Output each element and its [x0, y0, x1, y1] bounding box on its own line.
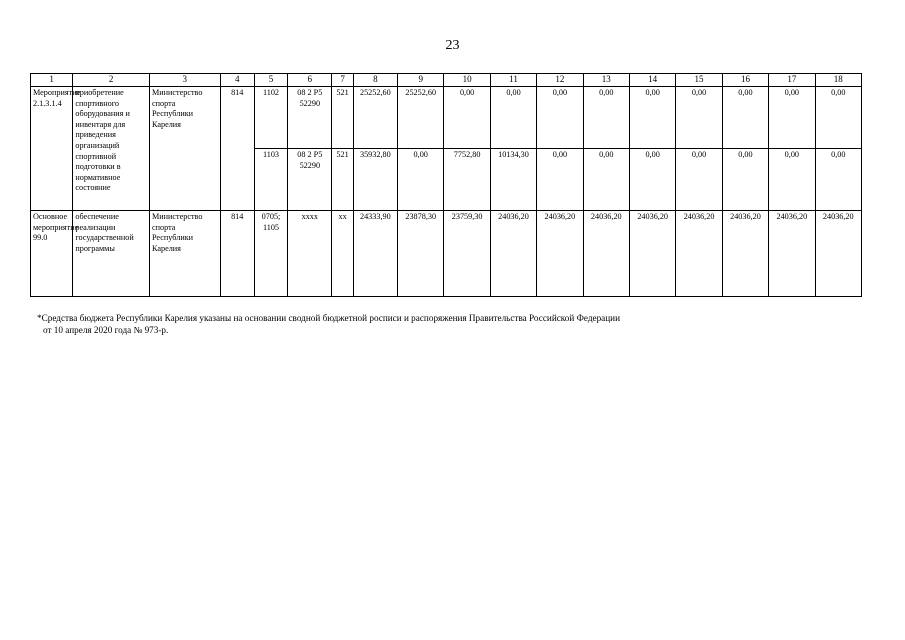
value-cell: 0,00 — [676, 87, 722, 149]
rzpr-cell: 1102 — [254, 87, 287, 149]
value-cell: 7752,80 — [444, 149, 490, 211]
event-description-cell: обеспечение реализации государственной программы — [73, 211, 150, 297]
value-cell: 0,00 — [398, 149, 444, 211]
column-header: 15 — [676, 74, 722, 87]
column-header: 12 — [537, 74, 583, 87]
column-header: 3 — [149, 74, 220, 87]
value-cell: 25252,60 — [398, 87, 444, 149]
value-cell: 0,00 — [769, 149, 815, 211]
value-cell: 23759,30 — [444, 211, 490, 297]
value-cell: 24036,20 — [629, 211, 675, 297]
csr-cell: 08 2 Р5 52290 — [288, 87, 332, 149]
value-cell: 0,00 — [629, 87, 675, 149]
grbs-cell: 814 — [220, 87, 254, 211]
column-header: 7 — [332, 74, 353, 87]
vr-cell: 521 — [332, 149, 353, 211]
event-name-cell: Мероприятие 2.1.3.1.4 — [31, 87, 73, 211]
value-cell: 0,00 — [769, 87, 815, 149]
column-header: 13 — [583, 74, 629, 87]
vr-cell: хх — [332, 211, 353, 297]
column-header: 4 — [220, 74, 254, 87]
value-cell: 0,00 — [629, 149, 675, 211]
table-row — [31, 211, 862, 297]
responsible-cell: Министерство спорта Республики Карелия — [149, 211, 220, 297]
value-cell: 24036,20 — [490, 211, 536, 297]
column-header: 10 — [444, 74, 490, 87]
column-header: 6 — [288, 74, 332, 87]
value-cell: 0,00 — [722, 87, 768, 149]
value-cell: 0,00 — [537, 87, 583, 149]
value-cell: 0,00 — [537, 149, 583, 211]
column-header: 11 — [490, 74, 536, 87]
responsible-cell: Министерство спорта Республики Карелия — [149, 87, 220, 211]
column-header: 14 — [629, 74, 675, 87]
rzpr-cell: 1103 — [254, 149, 287, 211]
footnote-line-1: *Средства бюджета Республики Карелия указаны на основании сводной бюджетной росписи и распоряжения Правительства Российской Федерации — [37, 313, 621, 323]
event-name-cell: Основное мероприятие 99.0 — [31, 211, 73, 297]
csr-cell: 08 2 Р5 52290 — [288, 149, 332, 211]
value-cell: 0,00 — [444, 87, 490, 149]
csr-cell: хххх — [288, 211, 332, 297]
column-header: 1 — [31, 74, 73, 87]
vr-cell: 521 — [332, 87, 353, 149]
column-header: 17 — [769, 74, 815, 87]
page-number: 23 — [445, 38, 460, 53]
header-row — [31, 74, 862, 87]
value-cell: 0,00 — [583, 87, 629, 149]
value-cell: 24036,20 — [722, 211, 768, 297]
value-cell: 0,00 — [583, 149, 629, 211]
event-description-cell: приобретение спортивного оборудования и инвентаря для приведения организаций спортивной подготовки в нормативное состояние — [73, 87, 150, 211]
value-cell: 23878,30 — [398, 211, 444, 297]
column-header: 16 — [722, 74, 768, 87]
value-cell: 24333,90 — [353, 211, 397, 297]
value-cell: 0,00 — [815, 87, 861, 149]
column-header: 8 — [353, 74, 397, 87]
value-cell: 0,00 — [815, 149, 861, 211]
value-cell: 0,00 — [722, 149, 768, 211]
column-header: 5 — [254, 74, 287, 87]
column-header: 2 — [73, 74, 150, 87]
value-cell: 0,00 — [676, 149, 722, 211]
budget-table — [30, 73, 862, 297]
value-cell: 24036,20 — [815, 211, 861, 297]
column-header: 9 — [398, 74, 444, 87]
value-cell: 10134,30 — [490, 149, 536, 211]
rzpr-cell: 0705; 1105 — [254, 211, 287, 297]
value-cell: 0,00 — [490, 87, 536, 149]
column-header: 18 — [815, 74, 861, 87]
value-cell: 35932,80 — [353, 149, 397, 211]
value-cell: 24036,20 — [537, 211, 583, 297]
grbs-cell: 814 — [220, 211, 254, 297]
value-cell: 24036,20 — [769, 211, 815, 297]
value-cell: 24036,20 — [583, 211, 629, 297]
footnote — [37, 312, 877, 336]
value-cell: 25252,60 — [353, 87, 397, 149]
table-row — [31, 87, 862, 149]
footnote-line-2: от 10 апреля 2020 года № 973-р. — [43, 325, 169, 335]
value-cell: 24036,20 — [676, 211, 722, 297]
